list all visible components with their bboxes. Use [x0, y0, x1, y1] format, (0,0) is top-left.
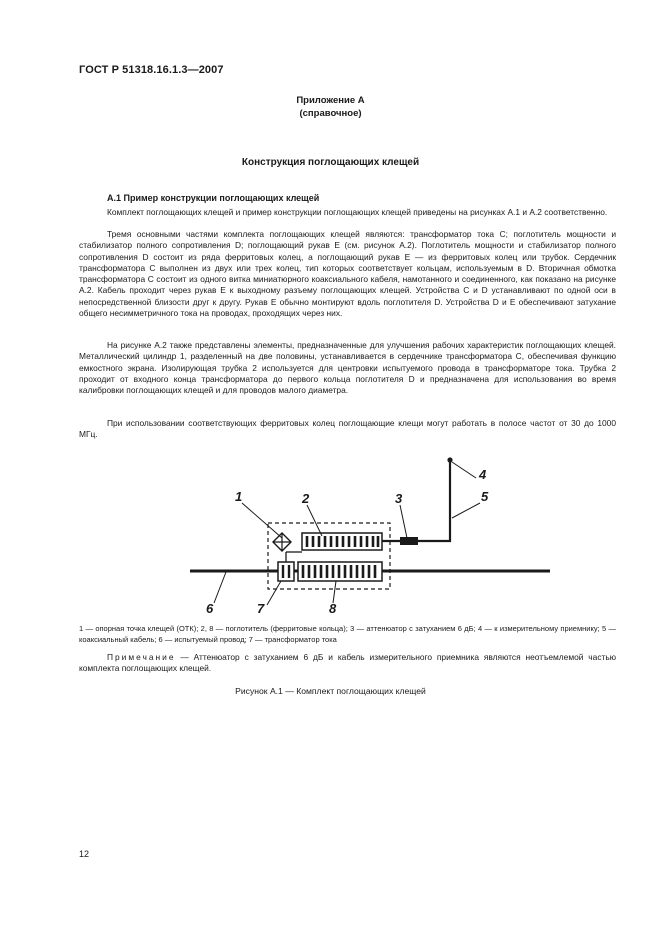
- coaxial-cable: [418, 460, 450, 541]
- note-text: — Аттенюатор с затуханием 6 дБ и кабель измерительного приемника являются неотъемлемой частью комплекта поглощающих клещей.: [79, 652, 616, 674]
- callout-1: 1: [235, 489, 243, 504]
- section-title: А.1 Пример конструкции поглощающих клещей: [107, 193, 320, 203]
- paragraph-3: [79, 340, 616, 396]
- page-number: 12: [79, 849, 90, 859]
- attenuator-6db: [400, 537, 418, 545]
- note-lead: Примечание: [107, 652, 176, 662]
- figure-caption: Рисунок А.1 — Комплект поглощающих клещей: [235, 686, 426, 696]
- paragraph-1: [79, 207, 616, 218]
- callout-8: 8: [329, 601, 337, 616]
- paragraph-2: [79, 229, 616, 319]
- current-transformer: [278, 562, 294, 581]
- annex-subtitle: (справочное): [299, 108, 362, 119]
- clamp-reference-point: [273, 533, 291, 551]
- annex-title: Приложение А: [296, 95, 365, 106]
- absorbing-clamp-diagram: [150, 448, 590, 618]
- paragraph-3-text: На рисунке А.2 также представлены элементы, предназначенные для улучшения рабочих характеристик поглощающих клещей. Металлический цилиндр 1, разделенный на две половины, устанавливается в сердечнике трансформатора C, обеспечивая функцию емкостного экрана. Изолирующая трубка 2 используется для центровки испытуемого провода в трансформаторе тока. Трубка 2 проходит от входного конца трансформатора до первого кольца поглотителя D и предназначена для использования во время калибровки поглощающих клещей и для проводов малого диаметра.: [79, 340, 616, 396]
- figure-legend: [79, 624, 616, 645]
- figure-note: [79, 652, 616, 675]
- annex-heading: [0, 94, 661, 120]
- document-code: ГОСТ Р 51318.16.1.3—2007: [79, 64, 224, 76]
- paragraph-4: [79, 418, 616, 441]
- paragraph-1-text: Комплект поглощающих клещей и пример конструкции поглощающих клещей приведены на рисунках А.1 и А.2 соответственно.: [107, 207, 608, 217]
- callout-2: 2: [302, 491, 310, 506]
- figure-legend-text: 1 — опорная точка клещей (ОТК); 2, 8 — поглотитель (ферритовые кольца); 3 — аттенюатор с затуханием 6 дБ; 4 — к измерительному приемнику; 5 — коаксиальный кабель; 6 — испытуемый провод; 7 — трансформатор тока: [79, 624, 616, 644]
- page-title: Конструкция поглощающих клещей: [241, 157, 420, 168]
- ferrite-rings-lower: [303, 565, 375, 578]
- paragraph-2-text: Тремя основными частями комплекта поглощающих клещей являются: трансформатор тока C; поглотитель мощности и стабилизатор полного сопротивления D; поглощающий рукав E (см. рисунок А.2). Поглотитель мощности и стабилизатор полного сопротивления D состоит из ряда ферритовых колец, а поглощающий рукав E — из ферритовых колец или трубок. Сердечник трансформатора C выполнен из двух или трех колец, тип которых соответствует кольцам, используемым в D. Вторичная обмотка трансформатора C состоит из одного витка миниатюрного коаксиального кабеля, намотанного и соединенного, как показано на рисунке А.2. Кабель проходит через рукав E к выходному разъему поглощающих клещей. Устройства C и D устанавливают по одной оси в непосредственной близости друг к другу. Рукав E обычно монтируют вдоль поглотителя D. Устройства D и E обеспечивают затухание общего несимметричного тока на проводах, проходящих через них.: [79, 229, 616, 319]
- paragraph-4-text: При использовании соответствующих ферритовых колец поглощающие клещи могут работать в полосе частот от 30 до 1000 МГц.: [79, 418, 616, 440]
- callout-6: 6: [206, 601, 214, 616]
- callout-5: 5: [481, 489, 489, 504]
- callout-3: 3: [395, 491, 403, 506]
- callout-7: 7: [257, 601, 265, 616]
- receiver-connector: [447, 457, 452, 462]
- callout-4: 4: [479, 467, 487, 482]
